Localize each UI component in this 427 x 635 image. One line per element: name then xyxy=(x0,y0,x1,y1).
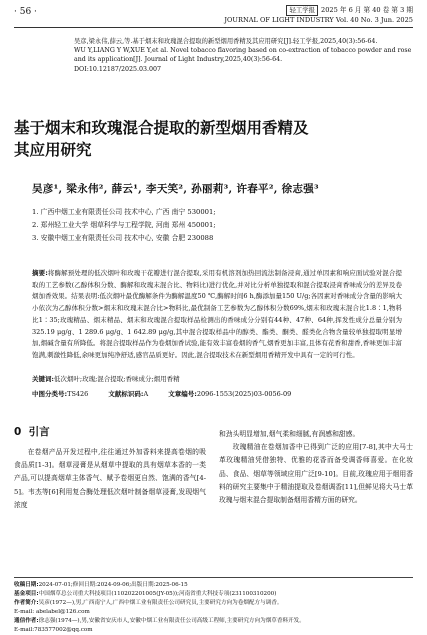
footnote-rule xyxy=(14,577,413,578)
affiliations xyxy=(32,206,216,245)
clc-value: TS426 xyxy=(67,390,89,398)
footnote-first-author: 作者简介:吴彦(1972—),男,广西南宁人,广西中烟工业有限责任公司研究员,主要研究方向为卷烟配方与调香。 xyxy=(14,600,283,606)
footnote-received: 收稿日期:2024-07-01;修回日期:2024-09-06;出版日期:2025-06-15 xyxy=(14,582,188,588)
issue-cn: 2025 年 6 月 第 40 卷 第 3 期 xyxy=(321,6,413,14)
section-heading xyxy=(14,424,50,439)
abstract xyxy=(32,268,402,362)
keywords-text: 低次烟叶;玫瑰;混合提取;香味成分;烟用香精 xyxy=(53,375,180,383)
body-column-right xyxy=(219,428,413,507)
affiliation-item: 2. 郑州轻工业大学 烟草科学与工程学院, 河南 郑州 450001; xyxy=(32,221,216,229)
footnote-fund: 基金项目:中国烟草总公司重大科技项目(110202201005(JY-05));河南省重大科技专项(231100310200) xyxy=(14,591,277,597)
footnote-corresponding: 通信作者:徐志强(1974—),男,安徽省安庆市人,安徽中烟工业有限责任公司高级工程师,主要研究方向为烟草香料开发。 xyxy=(14,618,305,624)
citation-en: WU Y,LIANG Y W,XUE Y,et al. Novel tobacco flavoring based on co-extraction of tobacco powder and rose and its application[J]. Journal of Light Industry,2025,40(3):56-64. xyxy=(74,47,412,64)
abstract-text: 将酶解预处理的低次烟叶和玫瑰干花瓣进行混合提取,采用有机溶剂加热回流法制备浸膏,通过单因素和响应面试验对混合提取的工艺参数(乙醇体积分数、酶解和玫瑰末混合比、物料比)进行优化,并对比分析单独提取和混合提取浸膏香味成分的差异及卷烟加香效果。结果表明:低次烟叶最优酶解条件为酶解温度50 ℃,酶解时间6 h,酶添加量150 U/g;各因素对香味成分含量的影响大小依次为乙醇体积分数>烟末和玫瑰末混合比>物料比,最优制备工艺参数为乙醇体积分数69%,烟末和玫瑰末混合比1.8∶1,物料比1∶35;玫瑰精品、烟末精品、烟末和玫瑰混合提取样品检测出的香味成分分别有44种、47种、64种,挥发性成分总量分别为325.19 μg/g、1 289.6 μg/g、1 642.89 μg/g,其中混合提取样品中的醇类、酯类、酮类、醛类化合物含量较单独提取明显增加,烟碱含量有所降低。将混合提取样品作为卷烟加香试验,能有效丰富卷烟的香气,烟香更加丰富,且体有花香和甜香,香味更加丰富饱满,刺激性降低,余味更加纯净舒适,感官品质更好。因此,混合提取技术在新型烟用香精开发中具有一定的可行性。 xyxy=(32,269,402,359)
footnote-corr-email[interactable]: E-mail:783577002@qq.com xyxy=(14,627,93,633)
page-number: · 56 · xyxy=(14,7,37,17)
section-number: 0 xyxy=(14,426,22,438)
abstract-label: 摘要: xyxy=(32,269,48,277)
affiliation-item: 3. 安徽中烟工业有限责任公司 技术中心, 安徽 合肥 230088 xyxy=(32,234,214,242)
keywords xyxy=(32,374,402,383)
paper-title: 基于烟末和玫瑰混合提取的新型烟用香精及其应用研究 xyxy=(14,119,309,159)
author-list: 吴彦¹, 梁永伟², 薛云¹, 李天笑², 孙丽莉³, 许春平², 徐志强³ xyxy=(32,183,319,195)
citation-block xyxy=(74,37,414,74)
body-paragraph: 在卷烟产品开发过程中,往往通过外加香料来提高卷烟的吸食品质[1-3]。烟草浸膏是从烟草中提取的具有烟草本香的一类产品,可以提高烟草主体香气、赋予卷烟更自然、饱满的香气[4-5]。韦杰等[6]利用复合酶处理低次烟叶制备烟草浸膏,发现烟气浓度 xyxy=(14,448,206,509)
citation-cn: 吴彦,梁永伟,薛云,等.基于烟末和玫瑰混合提取的新型烟用香精及其应用研究[J].轻工学报,2025,40(3):56-64. xyxy=(74,38,378,45)
footnote-first-email[interactable]: E-mail: abelabel@126.com xyxy=(14,609,90,615)
citation-doi[interactable]: DOI:10.12187/2025.03.007 xyxy=(74,65,162,73)
issue-en: JOURNAL OF LIGHT INDUSTRY Vol. 40 No. 3 Jun. 2025 xyxy=(224,16,413,24)
body-paragraph: 玫瑰精油在卷烟加香中已得到广泛的应用[7-8],其中大马士革玫瑰精油凭借独特、优雅的花香而备受调香师喜爱。在化妆品、食品、烟草等领域应用广泛[9-10]。目前,玫瑰应用于烟用香料的研究主要集中于精油提取及卷烟调香[11],但鲜见将大马士革玫瑰与烟末混合提取制备烟用香精方面的研究。 xyxy=(219,443,413,505)
article-no-label: 文章编号: xyxy=(168,390,197,398)
body-paragraph: 和劲头明显增加,烟气柔和细腻,有润感和甜感。 xyxy=(219,430,360,438)
header-rule xyxy=(14,27,413,28)
classification-line xyxy=(32,389,402,398)
section-title: 引言 xyxy=(28,426,50,438)
clc-label: 中图分类号: xyxy=(32,390,68,398)
doc-code-label: 文献标识码: xyxy=(108,390,144,398)
article-no-value: 2096-1553(2025)03-0056-09 xyxy=(196,390,292,398)
body-column-left xyxy=(14,446,206,512)
running-header xyxy=(224,5,413,25)
journal-logo: 轻工学报 xyxy=(286,5,318,16)
affiliation-item: 1. 广西中烟工业有限责任公司 技术中心, 广西 南宁 530001; xyxy=(32,208,216,216)
doc-code-value: A xyxy=(143,390,149,398)
keywords-label: 关键词: xyxy=(32,375,54,383)
footnotes xyxy=(14,581,413,635)
